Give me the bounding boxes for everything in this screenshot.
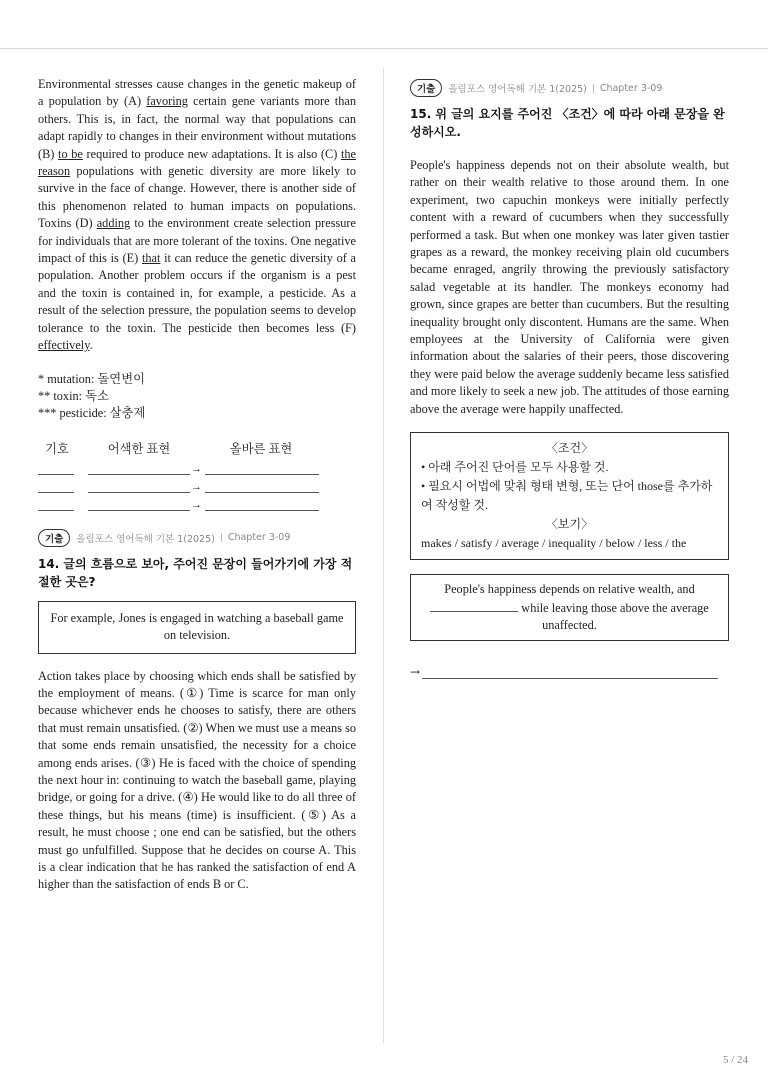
table-row bbox=[38, 493, 356, 511]
underlined-e: that bbox=[141, 251, 161, 266]
table-row bbox=[38, 475, 356, 493]
summary-line: People's happiness depends on relative wealth, and bbox=[444, 582, 695, 597]
source-chapter: Chapter 3-09 bbox=[599, 82, 663, 94]
summary-blank[interactable] bbox=[430, 599, 518, 612]
passage-13 bbox=[38, 76, 356, 355]
symbol-blank[interactable] bbox=[38, 480, 74, 493]
word-bank-title: 〈보기〉 bbox=[545, 517, 594, 532]
underlined-d: adding bbox=[96, 216, 131, 231]
past-exam-badge: 기출 bbox=[410, 79, 442, 97]
separator bbox=[221, 533, 222, 542]
header-symbol: 기호 bbox=[45, 441, 69, 456]
source-chapter: Chapter 3-09 bbox=[227, 532, 291, 544]
underlined-b: to be bbox=[58, 146, 83, 161]
passage-14: Action takes place by choosing which ends shall be satisfied by the employment of means. (①) Time is scarce for man only because whichever ends he chooses to satisfy, there are others that must remain unsatisfied. (②) When we must use a means so that some ends remain unsatisfied, the necessity for a choice among ends arises. (③) He is faced with the choice of spending the next hour in: continuing to watch the baseball game, playing bridge, or going for a drive. (④) He would like to do all three of these things, but his means (time) is insufficient. (⑤) As a result, he must choose ; one end can be satisfied, but the others must go unfulfilled. Suppose that he decides on course A. This is a clear indication that he has ranked the satisfaction of end A higher than the satisfaction of ends B or C. bbox=[38, 668, 356, 892]
underlined-c: the reason bbox=[38, 146, 357, 179]
arrow-icon: → bbox=[410, 665, 421, 680]
wrong-blank[interactable] bbox=[88, 462, 190, 475]
symbol-blank[interactable] bbox=[38, 498, 74, 511]
question-14-title: 14. 글의 흐름으로 보아, 주어진 문장이 들어가기에 가장 적절한 곳은? bbox=[38, 556, 353, 589]
condition-title: 〈조건〉 bbox=[545, 441, 594, 456]
column-divider bbox=[383, 68, 384, 1043]
passage-15: People's happiness depends not on their absolute wealth, but rather on their wealth relative to those around them. In one experiment, two capuchin monkeys were initially perfectly content with a reward of cucumbers when they successfully performed a task. But when one monkey was later given tastier grapes as a reward, the monkey receiving plain old cucumbers became enraged, angrily throwing the previously satisfactory salad vegetable at its handler. The monkeys economy had grown, since grapes are better than cucumbers. But the resulting inequality brought only discontent. Humans are the same. When employees at the University of California were given information about the salaries of their peers, those discovering they were paid below the average suddenly became less satisfied and more likely to seek a new job. The attitudes of those earning above the average were happily unaffected. bbox=[410, 158, 729, 416]
table-row bbox=[38, 457, 356, 475]
arrow-icon: → bbox=[191, 480, 202, 493]
given-sentence-box: For example, Jones is engaged in watching a baseball game on television. bbox=[38, 601, 356, 654]
question-15-title: 15. 위 글의 요지를 주어진 〈조건〉에 따라 아래 문장을 완성하시오. bbox=[410, 107, 725, 139]
passage-text: required to produce new adaptations. It is also (C) bbox=[82, 146, 341, 161]
left-column bbox=[38, 76, 356, 894]
footnote: ** toxin: 독소 bbox=[38, 388, 109, 403]
source-book: 올림포스 영어독해 기본 1(2025) bbox=[448, 84, 587, 95]
right-blank[interactable] bbox=[205, 480, 319, 493]
q15-source-line bbox=[410, 79, 729, 97]
wrong-blank[interactable] bbox=[88, 498, 190, 511]
source-book: 올림포스 영어독해 기본 1(2025) bbox=[76, 533, 215, 545]
underlined-f: effectively bbox=[38, 338, 90, 353]
passage-text: . bbox=[89, 338, 93, 353]
wrong-blank[interactable] bbox=[88, 480, 190, 493]
arrow-icon: → bbox=[191, 498, 202, 511]
q14-source-line bbox=[38, 529, 356, 547]
correction-table bbox=[38, 435, 356, 511]
word-bank: makes / satisfy / average / inequality / below / less / the bbox=[421, 536, 687, 551]
header-right: 올바른 표현 bbox=[229, 441, 293, 456]
past-exam-badge: 기출 bbox=[38, 529, 70, 547]
right-blank[interactable] bbox=[205, 462, 319, 475]
condition-item: • 아래 주어진 단어를 모두 사용할 것. bbox=[421, 460, 609, 475]
condition-box bbox=[410, 432, 729, 560]
passage-text: to the environment create selection pressure for individuals that are more tolerant of the toxins. One negative impact of this is (E) bbox=[38, 216, 356, 266]
table-header bbox=[38, 435, 356, 457]
passage-text: certain gene variants more than others. This is, in fact, the normal way that populations can adapt rapidly to changes in their environment without mutations (B) bbox=[38, 94, 356, 161]
footnotes bbox=[38, 371, 356, 423]
answer-blank[interactable] bbox=[422, 666, 718, 679]
passage-text: it can reduce the genetic diversity of a population. Another problem occurs if the organism is a pest and the toxin is contained in, for example, a pesticide. As a result of the selection pressure, the population seems to develop tolerance to the toxin. The pesticide then becomes less (F) bbox=[38, 251, 356, 335]
footnote: *** pesticide: 살충제 bbox=[38, 406, 146, 421]
answer-line bbox=[410, 665, 729, 679]
header-rule bbox=[0, 48, 768, 49]
symbol-blank[interactable] bbox=[38, 462, 74, 475]
page-number: 5 / 24 bbox=[722, 1054, 748, 1066]
condition-item: • 필요시 어법에 맞춰 형태 변형, 또는 단어 those를 추가하여 작성할 것. bbox=[421, 479, 713, 513]
right-column bbox=[410, 76, 729, 679]
passage-text: Environmental stresses cause changes in the genetic makeup of a population by (A) bbox=[38, 77, 356, 109]
footnote: * mutation: 돌연변이 bbox=[38, 371, 145, 386]
summary-box bbox=[410, 574, 729, 641]
separator bbox=[593, 84, 594, 93]
underlined-a: favoring bbox=[146, 94, 188, 109]
arrow-icon: → bbox=[191, 462, 202, 475]
header-wrong: 어색한 표현 bbox=[107, 441, 171, 456]
passage-text: populations with genetic diversity are more likely to survive in the face of change. However, there is another side of this phenomenon related to human impacts on populations. Toxins (D) bbox=[38, 164, 356, 231]
summary-line: while leaving those above the average unaffected. bbox=[518, 600, 709, 632]
right-blank[interactable] bbox=[205, 498, 319, 511]
